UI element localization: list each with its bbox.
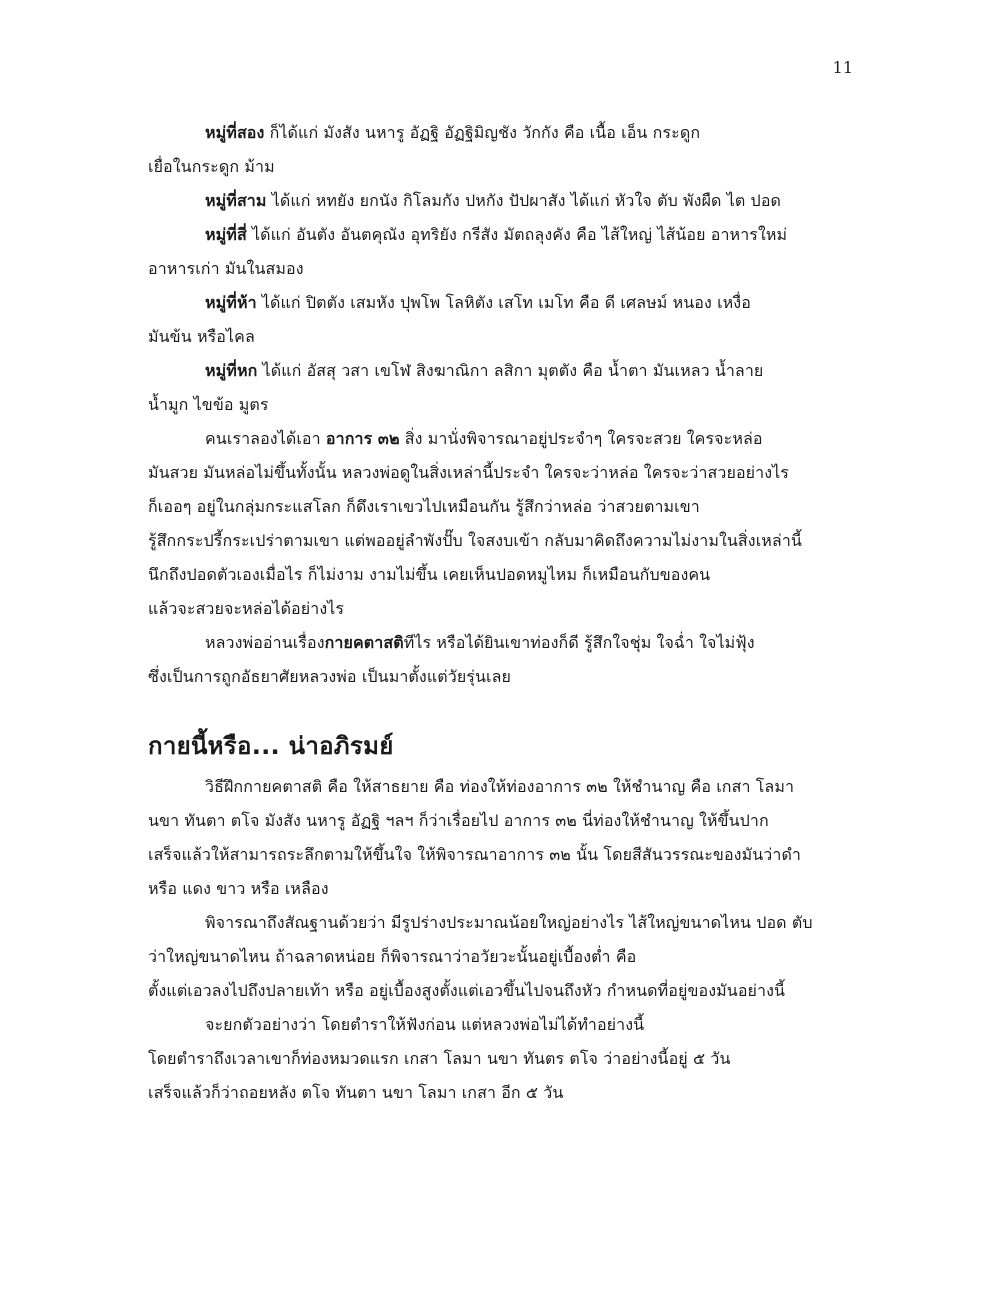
page-number: 11 — [832, 58, 853, 77]
paragraph-text: ได้แก่ หทยัง ยกนัง กิโลมกัง ปหกัง ปัปผาสัง ได้แก่ หัวใจ ตับ พังผืด ไต ปอด — [266, 191, 782, 210]
paragraph-continuation: โดยตำราถึงเวลาเขาก็ท่องหมวดแรก เกสา โลมา นขา ทันตร ตโจ ว่าอย่างนี้อยู่ ๕ วัน — [148, 1049, 731, 1068]
paragraph-continuation: อาหารเก่า มันในสมอง — [148, 259, 304, 278]
paragraph-continuation: ก็เออๆ อยู่ในกลุ่มกระแสโลก ก็ดึงเราเขวไปเหมือนกัน รู้สึกว่าหล่อ ว่าสวยตามเขา — [148, 497, 700, 516]
group-label: หมู่ที่สอง — [205, 123, 265, 142]
paragraph-group-2 — [148, 116, 848, 150]
paragraph-continuation: หรือ แดง ขาว หรือ เหลือง — [148, 879, 329, 898]
paragraph-continuation: น้ำมูก ไขข้อ มูตร — [148, 395, 269, 414]
paragraph-group-3 — [148, 184, 848, 218]
bold-term: กายคตาสติ — [324, 633, 404, 652]
paragraph-continuation: นึกถึงปอดตัวเองเมื่อไร ก็ไม่งาม งามไม่ขึ้น เคยเห็นปอดหมูไหม ก็เหมือนกับของคน — [148, 565, 711, 584]
bold-term: อาการ ๓๒ — [325, 429, 400, 448]
paragraph-practice-method: วิธีฝึกกายคตาสติ คือ ให้สาธยาย คือ ท่องให้ท่องอาการ ๓๒ ให้ชำนาญ คือ เกสา โลมา — [205, 777, 795, 796]
paragraph-continuation: แล้วจะสวยจะหล่อได้อย่างไร — [148, 599, 345, 618]
paragraph-continuation: มันสวย มันหล่อไม่ขึ้นทั้งนั้น หลวงพ่อดูในสิ่งเหล่านี้ประจำ ใครจะว่าหล่อ ใครจะว่าสวยอย่างไร — [148, 463, 789, 482]
paragraph-continuation: รู้สึกกระปรี้กระเปร่าตามเขา แต่พออยู่ลำพังปั๊บ ใจสงบเข้า กลับมาคิดถึงความไม่งามในสิ่งเหล่านี้ — [148, 531, 802, 550]
paragraph-text: ได้แก่ ปิตตัง เสมหัง ปุพโพ โลหิตัง เสโท เมโท คือ ดี เศลษม์ หนอง เหงื่อ — [256, 293, 751, 312]
body-section-2 — [148, 770, 848, 1110]
paragraph-text: คนเราลองได้เอา — [205, 429, 326, 448]
paragraph-continuation: เสร็จแล้วก็ว่าถอยหลัง ตโจ ทันตา นขา โลมา เกสา อีก ๕ วัน — [148, 1083, 564, 1102]
paragraph-continuation: เยื่อในกระดูก ม้าม — [148, 157, 275, 176]
paragraph-shape: พิจารณาถึงสัณฐานด้วยว่า มีรูปร่างประมาณน้อยใหญ่อย่างไร ไส้ใหญ่ขนาดไหน ปอด ตับ — [205, 913, 813, 932]
paragraph-continuation: ซึ่งเป็นการถูกอัธยาศัยหลวงพ่อ เป็นมาตั้งแต่วัยรุ่นเลย — [148, 667, 511, 686]
section-heading: กายนี้หรือ... น่าอภิรมย์ — [148, 732, 394, 760]
group-label: หมู่ที่หก — [205, 361, 258, 380]
paragraph-continuation: เสร็จแล้วให้สามารถระลึกตามให้ขึ้นใจ ให้พิจารณาอาการ ๓๒ นั้น โดยสีสันวรรณะของมันว่าดำ — [148, 845, 801, 864]
paragraph-group-6 — [148, 354, 848, 388]
paragraph-continuation: มันข้น หรือไคล — [148, 327, 255, 346]
paragraph-text: หลวงพ่ออ่านเรื่อง — [205, 633, 325, 652]
paragraph-kayagatasati — [148, 626, 848, 660]
paragraph-continuation: ตั้งแต่เอวลงไปถึงปลายเท้า หรือ อยู่เบื้องสูงตั้งแต่เอวขึ้นไปจนถึงหัว กำหนดที่อยู่ของมันอย่างนี้ — [148, 981, 786, 1000]
paragraph-thirty-two-parts — [148, 422, 848, 456]
paragraph-text: ก็ได้แก่ มังสัง นหารู อัฏฐิ อัฏฐิมิญชัง วักกัง คือ เนื้อ เอ็น กระดูก — [264, 123, 701, 142]
group-label: หมู่ที่สาม — [205, 191, 267, 210]
group-label: หมู่ที่สี่ — [205, 225, 247, 244]
paragraph-text: สิ่ง มานั่งพิจารณาอยู่ประจำๆ ใครจะสวย ใครจะหล่อ — [399, 429, 763, 448]
paragraph-text: ได้แก่ อัสสุ วสา เขโฬ สิงฆาณิกา ลสิกา มุตตัง คือ น้ำตา มันเหลว น้ำลาย — [257, 361, 764, 380]
paragraph-example: จะยกตัวอย่างว่า โดยตำราให้ฟังก่อน แต่หลวงพ่อไม่ได้ทำอย่างนี้ — [205, 1015, 645, 1034]
paragraph-text: ได้แก่ อันตัง อันตคุณัง อุทริยัง กรีสัง มัตถลุงคัง คือ ไส้ใหญ่ ไส้น้อย อาหารใหม่ — [246, 225, 788, 244]
paragraph-continuation: นขา ทันตา ตโจ มังสัง นหารู อัฏฐิ ฯลฯ ก็ว่าเรื่อยไป อาการ ๓๒ นี่ท่องให้ชำนาญ ให้ขึ้นปาก — [148, 811, 769, 830]
group-label: หมู่ที่ห้า — [205, 293, 257, 312]
paragraph-group-4 — [148, 218, 848, 252]
paragraph-group-5 — [148, 286, 848, 320]
paragraph-text: ทีไร หรือได้ยินเขาท่องก็ดี รู้สึกใจชุ่ม ใจฉ่ำ ใจไม่ฟุ้ง — [403, 633, 755, 652]
paragraph-continuation: ว่าใหญ่ขนาดไหน ถ้าฉลาดหน่อย ก็พิจารณาว่าอวัยวะนั้นอยู่เบื้องต่ำ คือ — [148, 947, 637, 966]
body-section-1 — [148, 116, 848, 694]
